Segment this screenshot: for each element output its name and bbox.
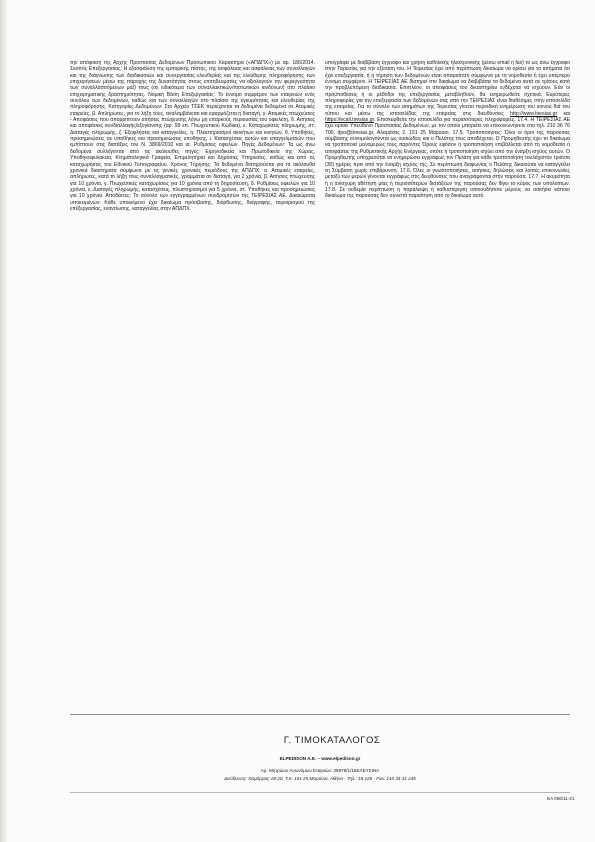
document-reference-code: ΕΑ 056/11-21 <box>547 796 575 801</box>
tiresias-website-link[interactable]: http://www.tiresias.gr <box>510 110 558 117</box>
right-column-text-a: υπογράφει με διαβίβαση έγγραφο και χρήση καθολικής ηλεκτρονικής (μέσω email ή fax) το ως άνω έγγραφο στην Τειρεσίας για την εξέταση του. Η Τειρεσίας έχει από περίπτωση δικαίωμα να ορίσει για τα αιτήματα ότι έχει επεξεργασία, ή η τήρηση των δεδομένων είναι απαραίτητη σύμφωνα με τη νομοθεσία ή έχει υπέρτερο έννομο συμφέρον. Η ΤΕΙΡΕΣΙΑΣ ΑΕ διατηρεί στο δικαίωμα να διαβιβάσει τα δεδομένα αυτά σε τρίτους κατά την προβλεπόμενη διαδικασία. Επιπλέον, οι αποφάσεις του δικαστηρίου ενδέχεται να ισχύουν. Εάν οι προϋποθέσεις ή οι μέθοδοι της επεξεργασίας μεταβληθούν, θα ενημερωθείτε σχετικά. Ευρύτερες πληροφορίες για την επεξεργασία των δεδομένων σας από την ΤΕΙΡΕΣΙΑΣ είναι διαθέσιμες στην ιστοσελίδα της εταιρείας. Για το σύνολο των αιτημάτων της Τειρεσίας γίνεται περιοδική ενημέρωση του κοινού διά του τύπου και μέσω της ιστοσελίδας της εταιρείας στις διευθύνσεις <box>325 60 570 117</box>
terms-text-columns <box>70 60 570 700</box>
bottom-divider <box>70 792 570 793</box>
registry-line: Αρ. Μητρώου Ανωνύμων Εταιριών: 28978/1/15ΕΛΕΥΣΙΝΑ <box>260 768 380 773</box>
right-column-text-c: . Επισκεφθείτε την ιστοσελίδα για περισσότερες πληροφορίες. 17.4. Η ΤΕΙΡΕΣΙΑΣ ΑΕ έχει ορίσει Υπεύθυνο Προστασίας Δεδομένων, με τον οποίο μπορείτε να επικοινωνήσετε στο τηλ. 210 36 76 700, dpo@tiresias.gr, Αλαμάνας 2, 151 25 Μαρούσι. 17.5. Τροποποιήσεις: Όλοι οι όροι της παρούσας σύμβασης συνομολογούνται ως ουσιώδεις και ο Πελάτης τους αποδέχεται. Ο Προμηθευτής έχει το δικαίωμα να τροποποιεί μονομερώς τους παρόντες Όρους εφόσον η τροποποίηση επιβάλλεται από τη νομοθεσία ή αποφάσεις της Ρυθμιστικής Αρχής Ενέργειας, οπότε η τροποποίηση ισχύει από την έναρξη ισχύος αυτών. Ο Προμηθευτής υποχρεούται να ενημερώσει εγγράφως τον Πελάτη για κάθε τροποποίηση τουλάχιστον τριάντα (30) ημέρες πριν από την έναρξη ισχύος της. Σε περίπτωση διαφωνίας ο Πελάτης δικαιούται να καταγγείλει τη Σύμβαση χωρίς επιβάρυνση. 17.6. Όλες οι γνωστοποιήσεις, αιτήσεις, δηλώσεις και λοιπές επικοινωνίες μεταξύ των μερών γίνονται εγγράφως στις διευθύνσεις που αναγράφονται στην παρούσα. 17.7. Η ακυρότητα ή η ανίσχυρη αθέτηση μίας ή περισσότερων διατάξεων της παρούσας δεν θίγει το κύρος των υπολοίπων. 17.8. Σε ουδεμία περίπτωση η παράλειψη ή καθυστέρηση οποιουδήποτε μέρους να ασκήσει κάποιο δικαίωμα της παρούσας δεν συνιστά παραίτηση από το δικαίωμα αυτό. <box>325 117 570 200</box>
address-line: Διεύθυνση: Χειμάρρας 18-20, Τ.Κ. 151 25 Μαρούσι, Αθήνα · Τηλ.: 18 128 · Fax: 210 34 41 245 <box>224 776 416 781</box>
right-column-text-b: και <box>563 110 570 117</box>
company-name: ELPEDISON A.E. – www.elpedison.gr <box>279 756 361 761</box>
left-column-text: την απόφαση της Αρχής Προστασίας Δεδομένων Προσωπικού Χαρακτήρα («ΑΠΔΠΧ») με αρ. 186/2014. Σκοπός Επεξεργασίας: Η εξασφάλιση της εμπορικής πίστης, της ασφάλειας και ασφάλειας των συναλλαγών και της διάγνωσης των διαδικασιών και συνεργασίας ελευθερίας και της ελεύθερης πληροφόρησης των επιχειρήσεων μέσω της παροχής της δυνατότητας στους επιτηδευματίες να αξιολογούν την φερεγγυότητα των συναλλασσόμενων μαζί τους (σε ειδικότερα των συναλλακτικών/πιστωτικών κινδύνων) στο πλαίσιο επιχειρηματικής δραστηριότητας. Νομική Βάση Επεξεργασίας: Το έννομο συμφέρον των εταιρειών ενός συνόλου των δεδομένων, καθώς και των συναλλαγών στο πλαίσιο της εγκυρότητας και ελευθερίας της πληροφόρησης. Κατηγορίες Δεδομένων: Στο Αρχείο ΤΣΕΚ περιέχονται τα δεδομένα δεδομένα σε Ατομικές εταιρείες, β. Απλήρωτες, για το λήξη τους, αναλαμβάνεται και εφαρμόζεται η διαταγή, γ. Ατομικές πτωχεύσεις - Αποφάσεις που απορρίπτουν αιτήσεις πτώχευσης λόγω μη επαρκούς περιουσίας του οφειλέτη, δ. Αιτήσεις και αποφάσεις συνδιαλλαγής/εξυγίανσης (αρ. 99 επ. Πτωχευτικού Κώδικα), ε. Καταχωρίσεις πληρωμής, στ. Διαταγές πληρωμής, ζ. Εξοφλήσεις και καταγγελίες, η. Πλειστηριασμοί ακινήτων και κινητών, θ. Υποθήκες, προσημειώσεις σε υποθήκες και προσημειώσεις υποθήκης, ι. Κατασχέσεις αυτών και επαγγελματιών που εμπίπτουν στις διατάξεις του Ν. 3869/2010 και ια. Ρυθμίσεις οφειλών. Πηγές Δεδομένων: Τα ως άνω δεδομένα συλλέγονται από τις ακόλουθες πηγές: Ειρηνοδικεία και Πρωτοδικεία της Χώρας, Υποθηκοφυλακεία, Κτηματολογικά Γραφεία, Επιμελητήρια και Δημόσιες Υπηρεσίες, καθώς και από τις καταχωρήσεις του Εθνικού Τυπογραφείου. Χρόνος Τήρησης: Τα δεδομένα διατηρούνται για τα ακόλουθα χρονικά διαστήματα σύμφωνα με τις γενικές χρονικές περιόδους της ΑΠΔΠΧ: α. Ατομικές εταιρείες, απλήρωτες, κατά το λήξη τους συναλλαγματικές, γραμμάτια σε διαταγή, για 2 χρόνια, β. Αιτήσεις πτώχευσης για 10 χρόνια, γ. Πτωχευτικές καταχωρίσεις για 10 χρόνια από τη δημοσίευση, δ. Ρυθμίσεις οφειλών για 10 χρόνια, ε. Διαταγές πληρωμής, κατασχέσεις, πλειστηριασμοί για 5 χρόνια, στ. Υποθήκες και προσημειώσεις για 10 χρόνια. Αποδέκτες: Το σύνολο των εγγεγραμμένων συνδρομητών της ΤΕΙΡΕΣΙΑΣ ΑΕ. Δικαιώματα υποκειμένων: Κάθε υποκείμενο έχει δικαίωμα πρόσβασης, διόρθωσης, διαγραφής, περιορισμού της επεξεργασίας, εναντίωσης, καταγγελίας στην ΑΠΔΠΧ. <box>70 60 315 212</box>
signatory-name: Γ. ΤΙΜΟΚΑΤΑΛΟΓΟΣ <box>283 735 381 746</box>
footer-divider <box>70 714 570 715</box>
right-column-text <box>325 60 570 200</box>
right-text-column <box>325 60 570 700</box>
scan-shadow-edge <box>0 0 8 842</box>
left-text-column <box>70 60 315 700</box>
company-line <box>70 756 570 762</box>
ecall-tiresias-link[interactable]: https://ecall.tiresias.gr <box>325 117 374 124</box>
